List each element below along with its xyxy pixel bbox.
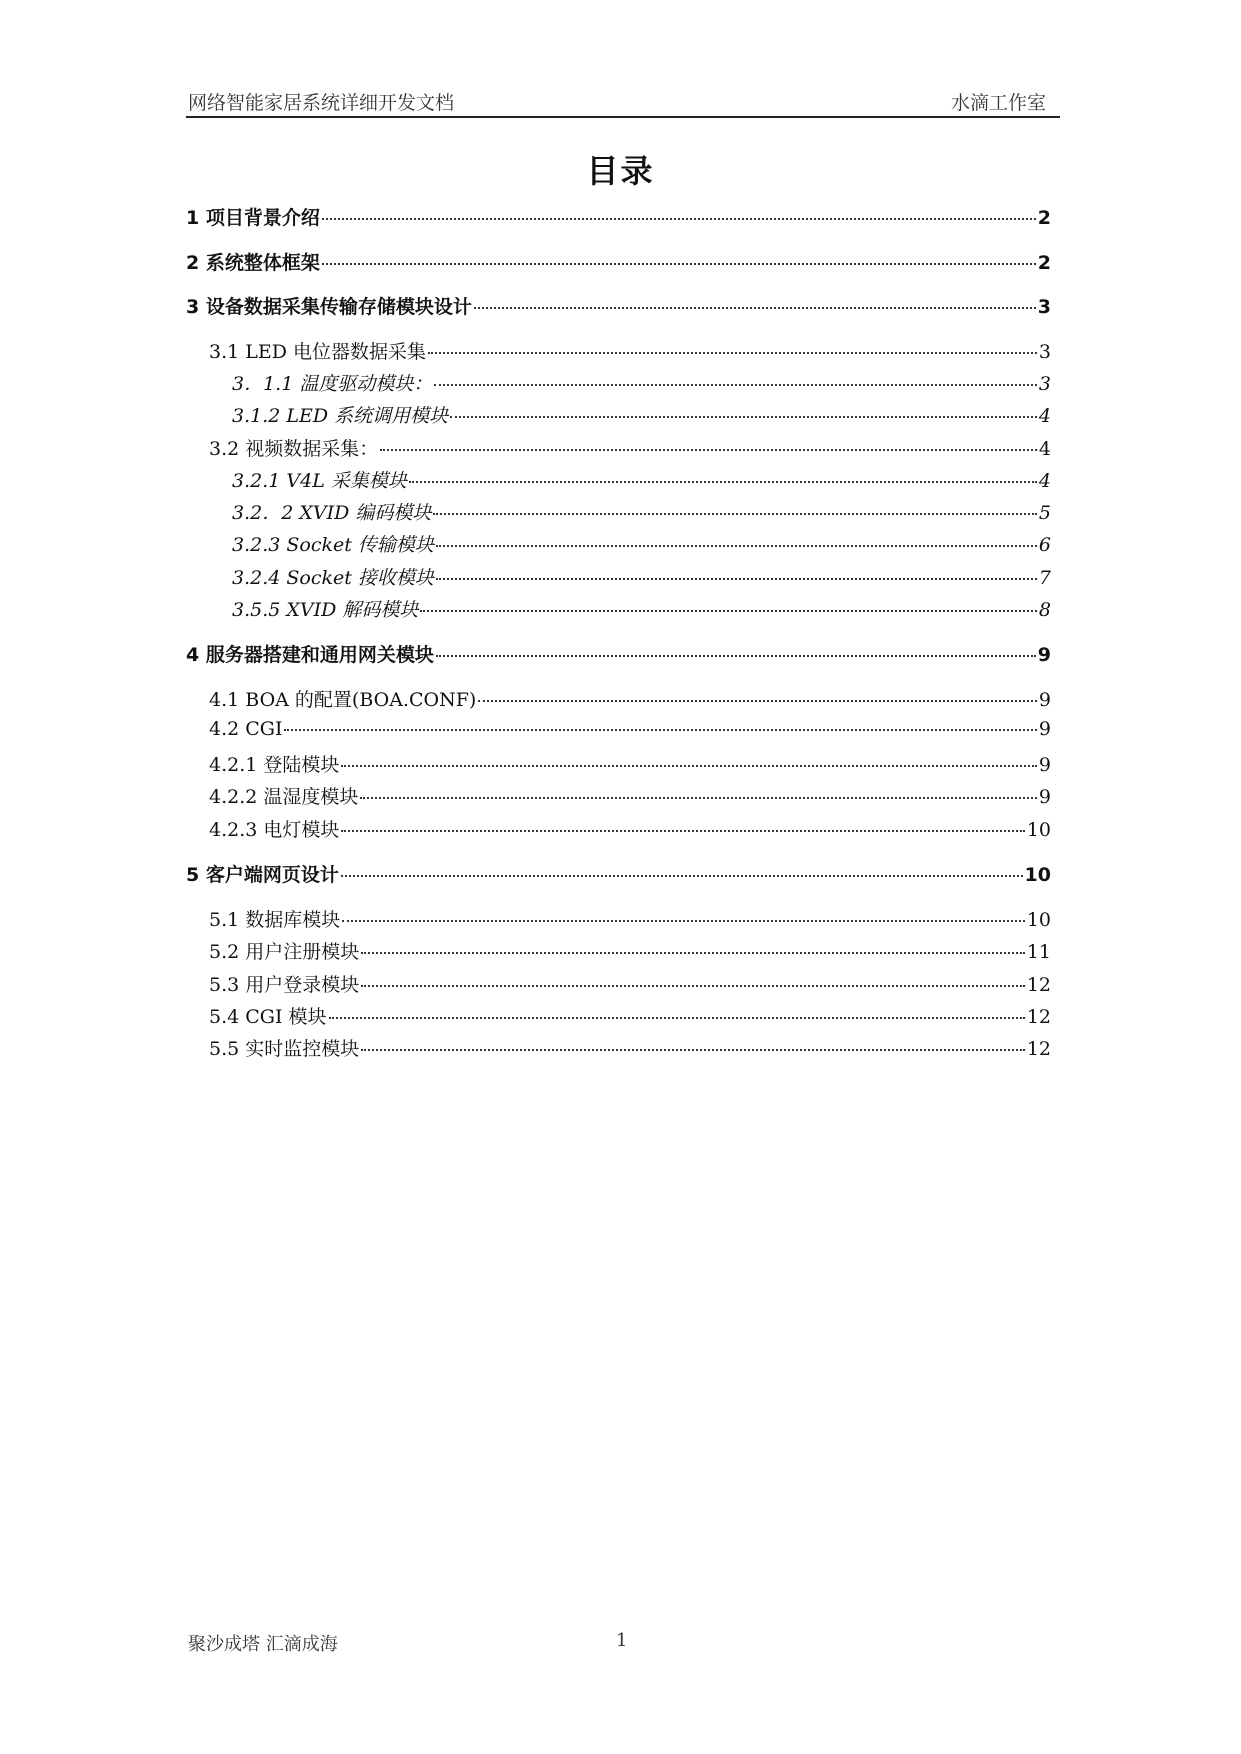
toc-entry-text: 3.5.5 XVID 解码模块 [232,599,419,621]
toc-entry[interactable] [232,466,1051,493]
toc-entry-text: 3.1 LED 电位器数据采集 [209,341,427,363]
toc-entry[interactable] [232,530,1051,557]
toc-entry-page: 12 [1026,1006,1051,1028]
toc-entry[interactable] [232,369,1051,396]
toc-leader-dots [329,1016,1025,1019]
toc-entry[interactable] [209,782,1051,809]
toc-entry[interactable] [209,1002,1051,1029]
toc-leader-dots [433,512,1037,515]
page-number: 1 [616,1630,628,1651]
toc-leader-dots [341,874,1023,877]
toc-entry-page: 2 [1037,252,1051,274]
toc-entry-page: 9 [1037,644,1051,666]
header-studio-name: 水滴工作室 [950,92,1046,114]
toc-leader-dots [428,351,1037,354]
toc-entry[interactable] [186,860,1051,887]
toc-entry-page: 10 [1026,909,1051,931]
toc-entry[interactable] [209,434,1051,461]
toc-entry-text: 4.1 BOA 的配置(BOA.CONF) [209,689,477,711]
toc-entry[interactable] [209,685,1051,712]
toc-entry-page: 10 [1024,864,1051,886]
toc-leader-dots [450,415,1037,418]
toc-entry-text: 4 服务器搭建和通用网关模块 [186,644,434,666]
toc-entry-page: 4 [1038,470,1051,492]
toc-leader-dots [341,829,1024,832]
toc-entry[interactable] [186,248,1051,275]
toc-entry-text: 1 项目背景介绍 [186,207,320,229]
toc-entry[interactable] [232,401,1051,428]
toc-leader-dots [360,796,1037,799]
toc-entry-text: 4.2.3 电灯模块 [209,819,340,841]
toc-entry-page: 8 [1038,599,1051,621]
toc-entry[interactable] [209,337,1051,364]
toc-entry-text: 5.4 CGI 模块 [209,1006,327,1028]
toc-entry[interactable] [209,1034,1051,1061]
toc-entry-page: 5 [1038,502,1051,524]
toc-entry[interactable] [209,750,1051,777]
toc-leader-dots [436,577,1037,580]
toc-leader-dots [478,699,1037,702]
toc-entry-text: 5.5 实时监控模块 [209,1038,360,1060]
toc-entry[interactable] [232,595,1051,622]
toc-leader-dots [284,728,1036,731]
toc-entry-page: 2 [1037,207,1051,229]
toc-entry-page: 9 [1038,786,1051,808]
toc-leader-dots [436,544,1037,547]
toc-entry-text: 3.2．2 XVID 编码模块 [232,502,432,524]
toc-leader-dots [436,654,1036,657]
footer-motto: 聚沙成塔 汇滴成海 [188,1634,338,1655]
toc-entry-page: 4 [1038,405,1051,427]
toc-entry[interactable] [186,640,1051,667]
toc-leader-dots [380,448,1037,451]
toc-leader-dots [409,480,1037,483]
toc-entry-page: 10 [1026,819,1051,841]
toc-entry-text: 5.1 数据库模块 [209,909,341,931]
toc-entry-page: 9 [1038,718,1051,740]
toc-leader-dots [361,984,1025,987]
toc-leader-dots [361,951,1025,954]
toc-leader-dots [342,919,1025,922]
toc-entry-page: 3 [1038,373,1051,395]
toc-entry-text: 3.2.4 Socket 接收模块 [232,567,434,589]
toc-leader-dots [434,383,1037,386]
toc-entry[interactable] [209,718,1051,740]
toc-entry-page: 9 [1038,754,1051,776]
toc-entry-text: 4.2.2 温湿度模块 [209,786,359,808]
toc-entry-page: 4 [1038,438,1051,460]
toc-leader-dots [420,609,1036,612]
toc-entry-text: 3.2 视频数据采集： [209,438,379,460]
toc-entry-text: 3．1.1 温度驱动模块： [232,373,433,395]
toc-entry[interactable] [209,815,1051,842]
toc-entry-page: 9 [1038,689,1051,711]
toc-leader-dots [361,1048,1025,1051]
toc-entry-text: 3 设备数据采集传输存储模块设计 [186,296,472,318]
toc-entry-page: 12 [1026,1038,1051,1060]
toc-entry-page: 3 [1037,296,1051,318]
toc-entry-text: 3.2.3 Socket 传输模块 [232,534,434,556]
toc-entry[interactable] [186,203,1051,230]
toc-leader-dots [322,217,1036,220]
toc-entry[interactable] [186,292,1051,319]
toc-entry-text: 4.2 CGI [209,718,283,740]
toc-entry[interactable] [232,498,1051,525]
page-title: 目录 [586,152,655,190]
toc-entry-text: 2 系统整体框架 [186,252,320,274]
toc-leader-dots [341,764,1037,767]
page-header [186,88,1060,118]
toc-entry[interactable] [209,937,1051,964]
toc-entry-text: 5.2 用户注册模块 [209,941,360,963]
toc-leader-dots [322,262,1036,265]
toc-entry-page: 7 [1038,567,1051,589]
toc-entry-page: 11 [1026,941,1051,963]
toc-entry-text: 3.2.1 V4L 采集模块 [232,470,407,492]
toc-entry-text: 5 客户端网页设计 [186,864,339,886]
toc-entry-text: 5.3 用户登录模块 [209,974,360,996]
header-document-title: 网络智能家居系统详细开发文档 [188,92,455,114]
toc-entry[interactable] [209,905,1051,932]
toc-entry-page: 6 [1038,534,1051,556]
toc-entry[interactable] [232,563,1051,590]
toc-leader-dots [474,306,1036,309]
toc-entry-text: 3.1.2 LED 系统调用模块 [232,405,449,427]
toc-entry[interactable] [209,970,1051,997]
toc-entry-page: 12 [1026,974,1051,996]
toc-entry-page: 3 [1038,341,1051,363]
toc-entry-text: 4.2.1 登陆模块 [209,754,340,776]
